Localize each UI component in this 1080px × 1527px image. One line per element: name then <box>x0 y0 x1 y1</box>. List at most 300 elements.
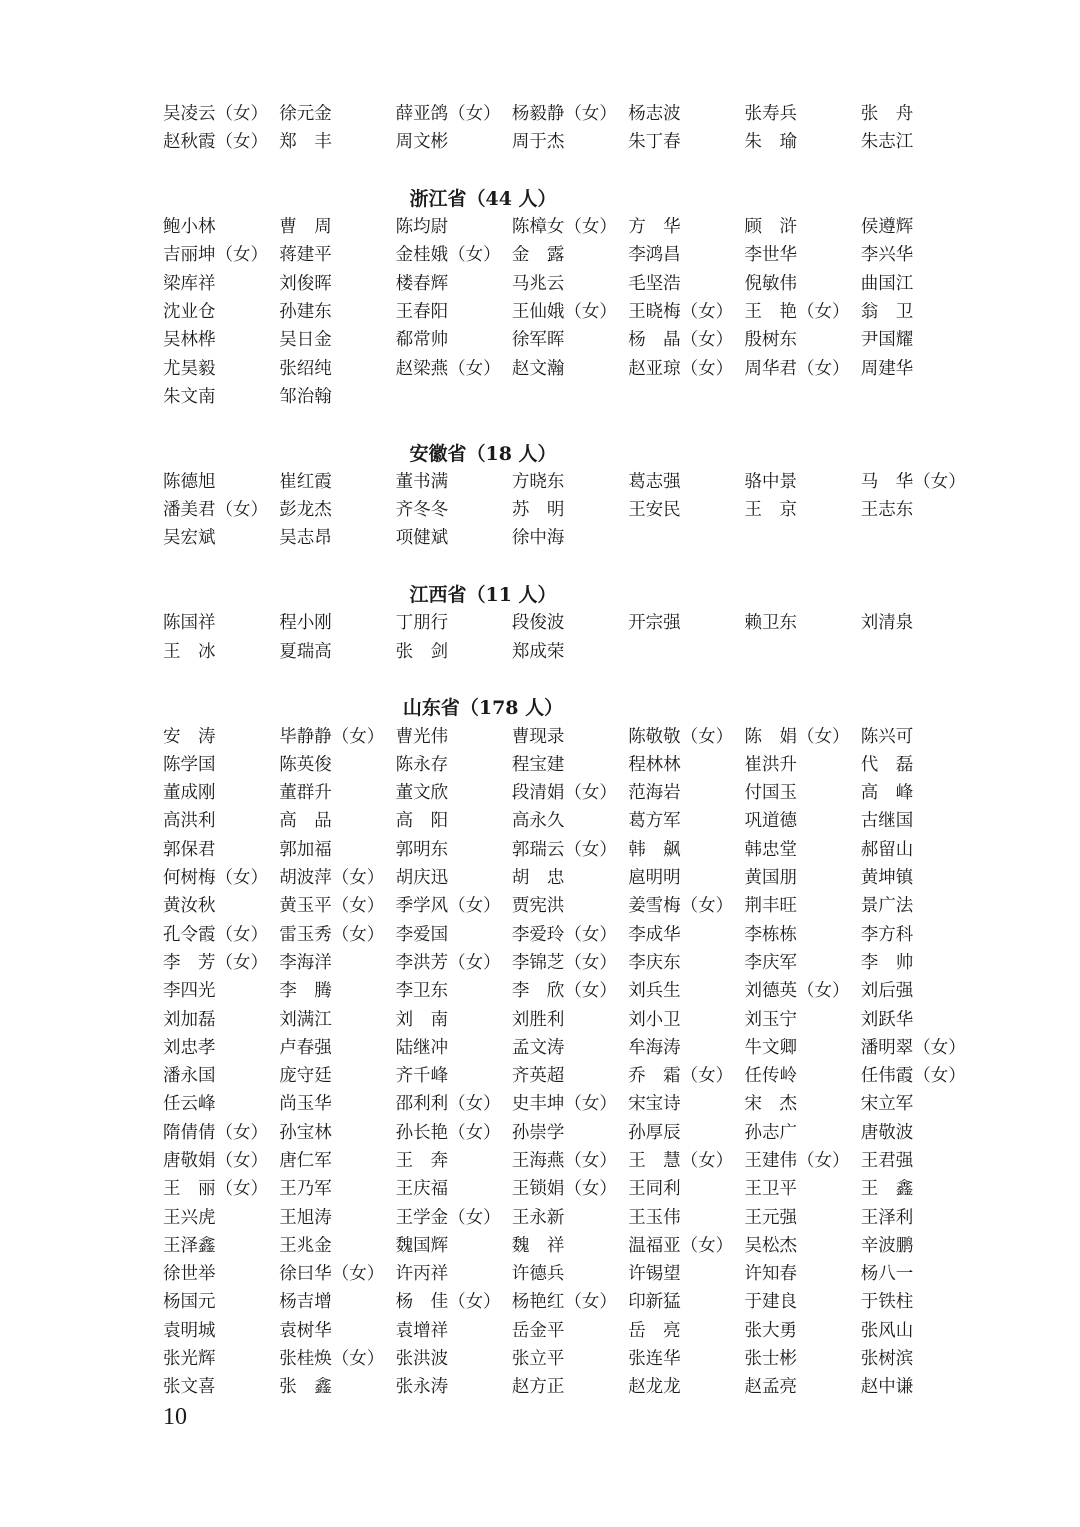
person-name: 董书满 <box>395 471 449 492</box>
person-name: 王泽鑫 <box>163 1235 216 1256</box>
person-name: 郑 丰 <box>279 132 332 153</box>
person-name <box>861 638 977 666</box>
person-name: 张立平 <box>511 1349 565 1370</box>
person-name: 李爱玲（女） <box>511 924 617 945</box>
person-name: 朱文南 <box>163 386 216 407</box>
person-name: 张绍纯 <box>279 358 332 379</box>
person-name: 高 峰 <box>860 783 914 804</box>
person-name: 高永久 <box>511 811 565 832</box>
person-name: 楼春辉 <box>395 273 449 294</box>
name-row <box>163 1147 983 1175</box>
name-row <box>163 779 983 807</box>
person-name: 牟海涛 <box>628 1037 681 1058</box>
person-name: 周于杰 <box>511 132 565 153</box>
person-name: 孔令霞（女） <box>163 924 268 945</box>
person-name: 李庆军 <box>744 952 797 973</box>
person-name <box>628 638 744 666</box>
person-name: 魏国辉 <box>395 1235 449 1256</box>
person-name: 潘明翠（女） <box>860 1037 966 1058</box>
person-name: 王君强 <box>860 1150 914 1171</box>
person-name: 金 露 <box>511 245 565 266</box>
person-name: 张树滨 <box>860 1349 914 1370</box>
person-name: 李 芳（女） <box>163 952 268 973</box>
person-name: 李海洋 <box>279 952 332 973</box>
name-row <box>163 1034 983 1062</box>
person-name: 宋 杰 <box>744 1094 797 1115</box>
person-name: 岳 亮 <box>628 1320 681 1341</box>
person-name <box>744 524 860 552</box>
name-row <box>163 1232 983 1260</box>
person-name: 董群升 <box>279 783 332 804</box>
person-name: 陈永存 <box>395 754 449 775</box>
person-name: 吴宏斌 <box>163 528 216 549</box>
section-spacer <box>163 553 983 581</box>
person-name: 朱志江 <box>860 132 914 153</box>
person-name: 王玉伟 <box>628 1207 681 1228</box>
person-name: 刘小卫 <box>628 1009 681 1030</box>
person-name: 黄玉平（女） <box>279 896 385 917</box>
person-name: 李 帅 <box>860 952 914 973</box>
name-row <box>163 751 983 779</box>
person-name: 黄坤镇 <box>860 868 914 889</box>
person-name <box>512 383 628 411</box>
person-name: 魏 祥 <box>511 1235 565 1256</box>
person-name: 杨八一 <box>860 1264 914 1285</box>
person-name: 李洪芳（女） <box>395 952 501 973</box>
person-name: 曹光伟 <box>395 726 449 747</box>
person-name <box>744 638 860 666</box>
name-row <box>163 836 983 864</box>
person-name: 殷树东 <box>744 330 797 351</box>
person-name: 葛方军 <box>628 811 681 832</box>
person-name: 段俊波 <box>511 613 565 634</box>
person-name: 王锁娟（女） <box>511 1179 617 1200</box>
person-name: 周建华 <box>860 358 914 379</box>
person-name: 开宗强 <box>628 613 681 634</box>
person-name: 朱 瑜 <box>744 132 797 153</box>
person-name: 陈均尉 <box>395 217 449 238</box>
person-name: 潘永国 <box>163 1066 216 1087</box>
person-name: 薛亚鸽（女） <box>395 104 501 124</box>
person-name: 齐冬冬 <box>395 500 449 521</box>
person-name: 赵中谦 <box>860 1377 914 1398</box>
person-name: 吴志昂 <box>279 528 332 549</box>
section-spacer <box>163 157 983 185</box>
person-name: 于建良 <box>744 1292 797 1313</box>
person-name: 温福亚（女） <box>628 1235 734 1256</box>
person-name: 王学金（女） <box>395 1207 501 1228</box>
person-name: 郭瑞云（女） <box>511 839 617 860</box>
name-row <box>163 524 983 552</box>
person-name: 许丙祥 <box>395 1264 449 1285</box>
name-row <box>163 977 983 1005</box>
person-name <box>628 383 744 411</box>
person-name: 吴日金 <box>279 330 332 351</box>
person-name: 王晓梅（女） <box>628 302 734 323</box>
section-spacer <box>163 666 983 694</box>
name-row <box>163 213 983 241</box>
name-row <box>163 270 983 298</box>
person-name: 张永涛 <box>395 1377 449 1398</box>
person-name: 程林林 <box>628 754 681 775</box>
person-name: 许德兵 <box>511 1264 565 1285</box>
name-list-document <box>163 100 983 1402</box>
person-name: 李庆东 <box>628 952 681 973</box>
person-name: 王卫平 <box>744 1179 797 1200</box>
person-name: 侯遵辉 <box>860 217 914 238</box>
person-name: 刘清泉 <box>860 613 914 634</box>
name-row <box>163 949 983 977</box>
province-heading: 浙江省（44 人） <box>409 187 557 210</box>
person-name: 项健斌 <box>395 528 449 549</box>
person-name: 吉丽坤（女） <box>163 245 268 266</box>
person-name: 王 冰 <box>163 641 216 662</box>
person-name: 王 京 <box>744 500 797 521</box>
person-name: 何树梅（女） <box>163 868 268 889</box>
person-name: 金桂娥（女） <box>395 245 501 266</box>
person-name: 王泽利 <box>860 1207 914 1228</box>
name-row <box>163 468 983 496</box>
person-name: 尹国耀 <box>860 330 914 351</box>
name-row <box>163 383 983 411</box>
person-name: 张 舟 <box>860 104 914 124</box>
person-name: 王同利 <box>628 1179 681 1200</box>
person-name: 王永新 <box>511 1207 565 1228</box>
name-row <box>163 1204 983 1232</box>
person-name: 韩 飙 <box>628 839 681 860</box>
person-name: 陈兴可 <box>860 726 914 747</box>
person-name: 荆丰旺 <box>744 896 797 917</box>
person-name <box>628 524 744 552</box>
person-name: 王旭涛 <box>279 1207 332 1228</box>
person-name: 袁树华 <box>279 1320 332 1341</box>
person-name: 顾 浒 <box>744 217 797 238</box>
person-name: 夏瑞高 <box>279 641 332 662</box>
person-name: 邵利利（女） <box>395 1094 501 1115</box>
person-name: 张文喜 <box>163 1377 216 1398</box>
name-row <box>163 1345 983 1373</box>
person-name: 徐军晖 <box>511 330 565 351</box>
name-row <box>163 1119 983 1147</box>
person-name: 刘忠孝 <box>163 1037 216 1058</box>
person-name: 杨 佳（女） <box>395 1292 501 1313</box>
person-name: 李成华 <box>628 924 681 945</box>
person-name: 李鸿昌 <box>628 245 681 266</box>
person-name: 骆中景 <box>744 471 797 492</box>
person-name: 杨 晶（女） <box>628 330 734 351</box>
person-name: 徐中海 <box>511 528 565 549</box>
name-row <box>163 298 983 326</box>
name-row <box>163 1006 983 1034</box>
person-name: 孙崇学 <box>511 1122 565 1143</box>
name-row <box>163 128 983 156</box>
person-name: 陆继冲 <box>395 1037 449 1058</box>
person-name: 古继国 <box>860 811 914 832</box>
person-name: 赵孟亮 <box>744 1377 797 1398</box>
person-name: 张光辉 <box>163 1349 216 1370</box>
person-name: 苏 明 <box>511 500 565 521</box>
name-row <box>163 1090 983 1118</box>
person-name: 孟文涛 <box>511 1037 565 1058</box>
person-name: 徐世举 <box>163 1264 216 1285</box>
person-name: 乔 霜（女） <box>628 1066 734 1087</box>
person-name: 高 阳 <box>395 811 449 832</box>
person-name: 郗常帅 <box>395 330 449 351</box>
person-name: 辛波鹏 <box>860 1235 914 1256</box>
person-name: 刘德英（女） <box>744 981 850 1002</box>
person-name: 唐仁军 <box>279 1150 332 1171</box>
name-row <box>163 1260 983 1288</box>
person-name: 扈明明 <box>628 868 681 889</box>
person-name: 沈业仓 <box>163 302 216 323</box>
person-name: 隋倩倩（女） <box>163 1122 268 1143</box>
person-name: 巩道德 <box>744 811 797 832</box>
person-name: 张洪波 <box>395 1349 449 1370</box>
person-name: 陈敬敬（女） <box>628 726 734 747</box>
person-name: 于铁柱 <box>860 1292 914 1313</box>
person-name: 胡波萍（女） <box>279 868 385 889</box>
person-name: 方 华 <box>628 217 681 238</box>
person-name: 唐敬波 <box>860 1122 914 1143</box>
person-name: 刘加磊 <box>163 1009 216 1030</box>
person-name: 高洪利 <box>163 811 216 832</box>
person-name: 印新猛 <box>628 1292 681 1313</box>
person-name: 张大勇 <box>744 1320 797 1341</box>
person-name <box>861 524 977 552</box>
person-name: 潘美君（女） <box>163 500 268 521</box>
person-name: 李 欣（女） <box>511 981 617 1002</box>
person-name: 陈 娟（女） <box>744 726 850 747</box>
person-name: 郭加福 <box>279 839 332 860</box>
name-row <box>163 892 983 920</box>
person-name: 张桂焕（女） <box>279 1349 385 1370</box>
name-row <box>163 1175 983 1203</box>
person-name: 毕静静（女） <box>279 726 385 747</box>
person-name: 孙长艳（女） <box>395 1122 501 1143</box>
person-name: 刘满江 <box>279 1009 332 1030</box>
person-name: 袁增祥 <box>395 1320 449 1341</box>
person-name: 葛志强 <box>628 471 681 492</box>
person-name: 高 品 <box>279 811 332 832</box>
person-name: 杨志波 <box>628 104 681 124</box>
person-name: 赵梁燕（女） <box>395 358 501 379</box>
person-name: 黄汝秋 <box>163 896 216 917</box>
person-name: 庞守廷 <box>279 1066 332 1087</box>
name-row <box>163 807 983 835</box>
person-name: 曲国江 <box>860 273 914 294</box>
person-name: 李方科 <box>860 924 914 945</box>
person-name: 王志东 <box>860 500 914 521</box>
person-name: 郑成荣 <box>511 641 565 662</box>
person-name: 赵文瀚 <box>511 358 565 379</box>
person-name: 王 丽（女） <box>163 1179 268 1200</box>
person-name: 张寿兵 <box>744 104 797 124</box>
person-name: 徐元金 <box>279 104 332 124</box>
person-name: 尤昊毅 <box>163 358 216 379</box>
person-name <box>861 383 977 411</box>
person-name: 程宝建 <box>511 754 565 775</box>
person-name: 梁库祥 <box>163 273 216 294</box>
name-row <box>163 921 983 949</box>
person-name: 王 鑫 <box>860 1179 914 1200</box>
person-name: 彭龙杰 <box>279 500 332 521</box>
person-name: 胡 忠 <box>511 868 565 889</box>
person-name: 袁明城 <box>163 1320 216 1341</box>
person-name: 尚玉华 <box>279 1094 332 1115</box>
person-name: 陈英俊 <box>279 754 332 775</box>
person-name: 董成刚 <box>163 783 216 804</box>
person-name: 邹治翰 <box>279 386 332 407</box>
person-name: 陈德旭 <box>163 471 216 492</box>
person-name: 杨艳红（女） <box>511 1292 617 1313</box>
person-name: 李卫东 <box>395 981 449 1002</box>
person-name: 王安民 <box>628 500 681 521</box>
person-name: 赖卫东 <box>744 613 797 634</box>
person-name: 许锡望 <box>628 1264 681 1285</box>
person-name: 唐敬娟（女） <box>163 1150 268 1171</box>
person-name: 陈樟女（女） <box>511 217 617 238</box>
person-name: 孙厚辰 <box>628 1122 681 1143</box>
person-name: 安 涛 <box>163 726 216 747</box>
name-row <box>163 1288 983 1316</box>
person-name: 许知春 <box>744 1264 797 1285</box>
person-name: 马兆云 <box>511 273 565 294</box>
name-row <box>163 1373 983 1401</box>
person-name: 王兴虎 <box>163 1207 216 1228</box>
province-heading: 安徽省（18 人） <box>409 442 557 465</box>
name-row <box>163 326 983 354</box>
person-name: 雷玉秀（女） <box>279 924 385 945</box>
person-name: 杨毅静（女） <box>511 104 617 124</box>
person-name: 曹现录 <box>511 726 565 747</box>
person-name: 齐英超 <box>511 1066 565 1087</box>
person-name: 李 腾 <box>279 981 332 1002</box>
person-name: 胡庆迅 <box>395 868 449 889</box>
person-name: 王庆福 <box>395 1179 449 1200</box>
person-name: 孙建东 <box>279 302 332 323</box>
name-row <box>163 864 983 892</box>
person-name: 李世华 <box>744 245 797 266</box>
person-name: 刘后强 <box>860 981 914 1002</box>
person-name: 周文彬 <box>395 132 449 153</box>
person-name: 范海岩 <box>628 783 681 804</box>
person-name: 刘俊晖 <box>279 273 332 294</box>
person-name: 齐千峰 <box>395 1066 449 1087</box>
person-name: 牛文卿 <box>744 1037 797 1058</box>
person-name: 刘胜利 <box>511 1009 565 1030</box>
name-row <box>163 1062 983 1090</box>
person-name: 方晓东 <box>511 471 565 492</box>
person-name: 王海燕（女） <box>511 1150 617 1171</box>
person-name: 景广法 <box>860 896 914 917</box>
person-name: 鲍小林 <box>163 217 216 238</box>
person-name: 王兆金 <box>279 1235 332 1256</box>
section-spacer <box>163 411 983 439</box>
person-name: 李兴华 <box>860 245 914 266</box>
person-name: 曹 周 <box>279 217 332 238</box>
person-name <box>744 383 860 411</box>
person-name: 郭明东 <box>395 839 449 860</box>
person-name: 崔洪升 <box>744 754 797 775</box>
person-name: 王 艳（女） <box>744 302 850 323</box>
person-name: 陈国祥 <box>163 613 216 634</box>
person-name: 付国玉 <box>744 783 797 804</box>
person-name: 赵亚琼（女） <box>628 358 734 379</box>
person-name: 吴凌云（女） <box>163 104 268 124</box>
person-name: 张连华 <box>628 1349 681 1370</box>
person-name: 赵秋霞（女） <box>163 132 268 153</box>
name-row <box>163 100 983 128</box>
person-name: 任云峰 <box>163 1094 216 1115</box>
person-name: 蒋建平 <box>279 245 332 266</box>
person-name: 丁朋行 <box>395 613 449 634</box>
person-name: 卢春强 <box>279 1037 332 1058</box>
person-name: 史丰坤（女） <box>511 1094 617 1115</box>
person-name: 张士彬 <box>744 1349 797 1370</box>
name-row <box>163 241 983 269</box>
person-name: 杨吉增 <box>279 1292 332 1313</box>
name-row <box>163 638 983 666</box>
person-name: 倪敏伟 <box>744 273 797 294</box>
person-name: 岳金平 <box>511 1320 565 1341</box>
person-name: 刘玉宁 <box>744 1009 797 1030</box>
page-number: 10 <box>163 1404 187 1430</box>
person-name: 宋宝诗 <box>628 1094 681 1115</box>
province-heading: 山东省（178 人） <box>402 697 564 720</box>
person-name: 程小刚 <box>279 613 332 634</box>
person-name: 王乃军 <box>279 1179 332 1200</box>
person-name: 孙志广 <box>744 1122 797 1143</box>
person-name: 刘跃华 <box>860 1009 914 1030</box>
person-name: 代 磊 <box>860 754 914 775</box>
person-name: 赵龙龙 <box>628 1377 681 1398</box>
person-name: 韩忠堂 <box>744 839 797 860</box>
person-name: 陈学国 <box>163 754 216 775</box>
person-name: 孙宝林 <box>279 1122 332 1143</box>
person-name: 董文欣 <box>395 783 449 804</box>
province-heading: 江西省（11 人） <box>409 584 557 607</box>
person-name: 王建伟（女） <box>744 1150 850 1171</box>
person-name: 李栋栋 <box>744 924 797 945</box>
person-name: 吴林桦 <box>163 330 216 351</box>
name-row <box>163 723 983 751</box>
person-name: 任伟霞（女） <box>860 1066 966 1087</box>
person-name: 姜雪梅（女） <box>628 896 734 917</box>
person-name: 郝留山 <box>860 839 914 860</box>
person-name: 马 华（女） <box>860 471 966 492</box>
person-name: 吴松杰 <box>744 1235 797 1256</box>
person-name: 郭保君 <box>163 839 216 860</box>
person-name: 徐曰华（女） <box>279 1264 385 1285</box>
person-name: 张风山 <box>860 1320 914 1341</box>
person-name: 赵方正 <box>511 1377 565 1398</box>
person-name: 刘兵生 <box>628 981 681 1002</box>
person-name: 张 鑫 <box>279 1377 332 1398</box>
person-name: 杨国元 <box>163 1292 216 1313</box>
person-name: 王 慧（女） <box>628 1150 734 1171</box>
person-name: 李爱国 <box>395 924 449 945</box>
person-name: 刘 南 <box>395 1009 449 1030</box>
person-name: 毛坚浩 <box>628 273 681 294</box>
person-name: 黄国朋 <box>744 868 797 889</box>
person-name: 王仙娥（女） <box>511 302 617 323</box>
person-name: 张 剑 <box>395 641 449 662</box>
person-name: 李四光 <box>163 981 216 1002</box>
person-name: 朱丁春 <box>628 132 681 153</box>
person-name: 王 奔 <box>395 1150 449 1171</box>
person-name <box>396 383 512 411</box>
name-row <box>163 609 983 637</box>
